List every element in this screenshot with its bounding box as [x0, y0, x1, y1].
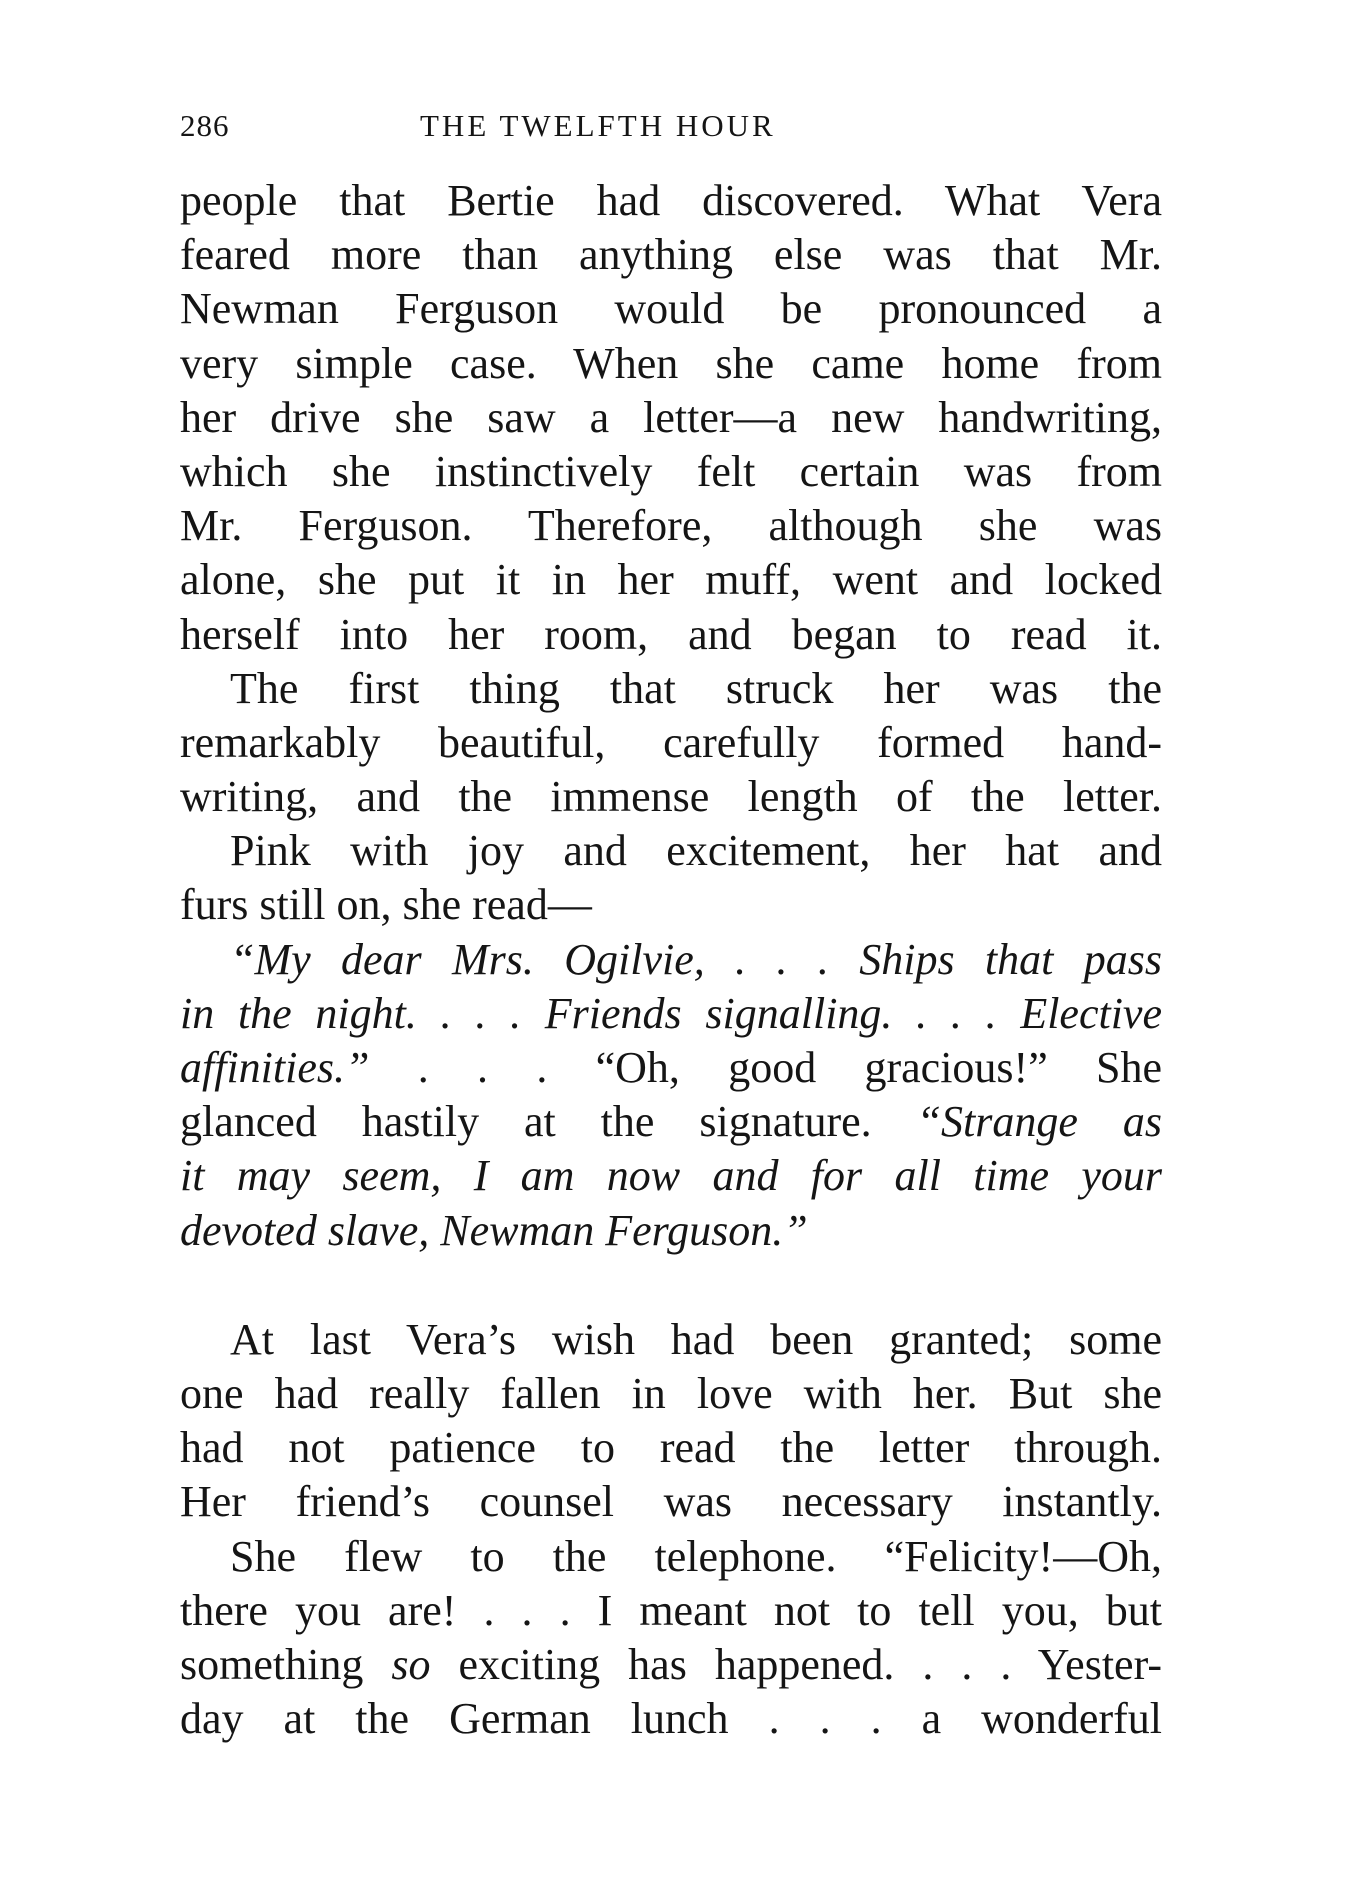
text-line: very simple case. When she came home from — [180, 338, 1162, 388]
text-line — [180, 1204, 1162, 1258]
text-line: day at the German lunch . . . a wonderful — [180, 1694, 1162, 1744]
text-line: had not patience to read the letter through. — [180, 1423, 1162, 1473]
running-title: THE TWELFTH HOUR — [420, 108, 776, 143]
text-line: Her friend’s counsel was necessary instantly. — [180, 1477, 1162, 1527]
text-line: alone, she put it in her muff, went and locked — [180, 555, 1162, 605]
text-line: Mr. Ferguson. Therefore, although she was — [180, 501, 1162, 551]
text-line: one had really fallen in love with her. But she — [180, 1368, 1162, 1418]
text-line: people that Bertie had discovered. What Vera — [180, 176, 1162, 225]
text-run: something — [180, 1639, 392, 1689]
text-line: there you are! . . . I meant not to tell you, but — [180, 1585, 1162, 1635]
section-break — [180, 1258, 1162, 1313]
page-header — [180, 108, 1162, 152]
text-line: The first thing that struck her was the — [230, 663, 1162, 713]
italic-run: affinities.” — [180, 1043, 370, 1092]
text-line: She flew to the telephone. “Felicity!—Oh, — [230, 1531, 1162, 1581]
italic-run: it may seem, I am now and for all time your — [180, 1151, 1162, 1201]
italic-run: “My dear Mrs. Ogilvie, . . . Ships that pass — [230, 934, 1162, 984]
italic-run: devoted slave, Newman Ferguson.” — [180, 1205, 808, 1255]
paragraph — [180, 1313, 1162, 1530]
text-run: . . . “Oh, good gracious!” She — [369, 1043, 1162, 1092]
text-line — [180, 1095, 1162, 1149]
text-line — [180, 987, 1162, 1041]
text-line: furs still on, she read— — [180, 880, 592, 930]
text-line — [180, 933, 1162, 987]
text-line: which she instinctively felt certain was from — [180, 446, 1162, 496]
text-run: exciting has happened. . . . Yester- — [430, 1639, 1162, 1689]
text-line — [180, 1041, 1162, 1095]
text-line — [180, 1638, 1162, 1692]
paragraph — [180, 662, 1162, 825]
italic-run: “Strange as — [916, 1097, 1162, 1147]
paragraph — [180, 1530, 1162, 1747]
page-number: 286 — [180, 108, 230, 143]
text-line: herself into her room, and began to read it. — [180, 609, 1162, 659]
text-line: feared more than anything else was that Mr. — [180, 230, 1162, 280]
text-line: writing, and the immense length of the letter. — [180, 772, 1162, 822]
paragraph — [180, 174, 1162, 662]
text-line: her drive she saw a letter—a new handwriting, — [180, 392, 1162, 442]
text-run: glanced hastily at the signature. — [180, 1097, 917, 1147]
text-line — [180, 1149, 1162, 1203]
text-line: At last Vera’s wish had been granted; some — [230, 1314, 1162, 1364]
body-text — [180, 174, 1162, 1746]
text-line: Newman Ferguson would be pronounced a — [180, 284, 1162, 334]
text-line: remarkably beautiful, carefully formed hand- — [180, 717, 1162, 767]
italic-run: in the night. . . . Friends signalling. . . . Elective — [180, 988, 1162, 1038]
letter-quote-paragraph — [180, 933, 1162, 1258]
text-line: Pink with joy and excitement, her hat and — [230, 826, 1162, 876]
paragraph — [180, 824, 1162, 932]
italic-run: so — [391, 1639, 431, 1689]
